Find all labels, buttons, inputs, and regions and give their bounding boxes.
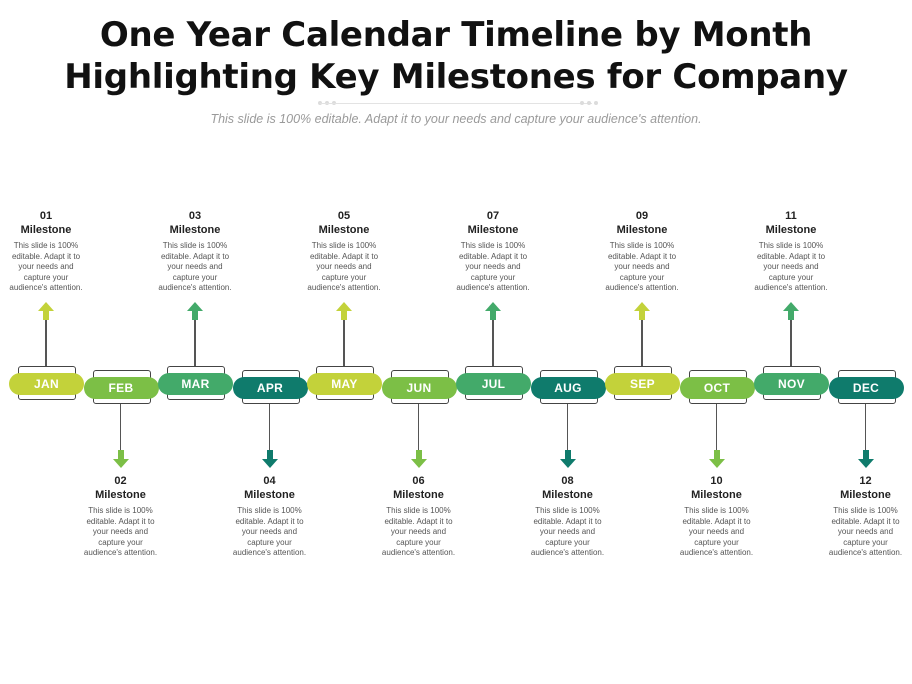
connector-line [45,318,47,366]
month-pill: JAN [9,373,84,395]
description-line: capture your [619,272,665,282]
connector-line [492,318,494,366]
description-line: This slide is 100% [535,506,600,515]
milestone-number: 09 [635,210,649,222]
description-line: This slide is 100% [311,241,377,250]
month-pill: MAY [307,373,382,395]
milestone-description [76,506,166,559]
milestone-02 [76,474,166,559]
description-line: editable. Adapt it to [756,251,826,261]
milestone-06 [374,474,464,559]
milestone-08 [523,474,613,559]
connector-line [194,318,196,366]
milestone-label: Milestone [95,489,146,501]
month-pill: DEC [829,377,904,399]
month-box-feb [93,370,151,404]
connector-line [269,404,271,452]
milestone-description [150,241,240,294]
description-line: capture your [470,272,516,282]
arrow-down-icon [560,450,576,468]
description-line: your needs and [614,262,670,272]
description-line: audience's attention. [232,548,307,558]
arrow-down-icon [262,450,278,468]
description-line: editable. Adapt it to [533,516,602,526]
description-line: editable. Adapt it to [607,251,677,261]
milestone-description [299,241,389,294]
description-line: capture your [23,272,69,282]
description-line: This slide is 100% [386,506,451,515]
description-line: editable. Adapt it to [11,251,81,261]
milestone-label: Milestone [169,224,221,236]
milestone-number: 04 [263,475,276,487]
description-line: audience's attention. [530,548,605,558]
milestone-11 [746,209,836,294]
milestone-label: Milestone [840,489,891,501]
description-line: audience's attention. [83,548,158,558]
milestone-description [821,506,911,559]
description-line: your needs and [167,262,223,272]
milestone-number: 06 [412,475,425,487]
milestone-07 [448,209,538,294]
arrow-up-icon [38,302,54,320]
month-box-sep [614,366,672,400]
title-line-2: Highlighting Key Milestones for Company [64,57,848,97]
description-line: audience's attention. [307,283,381,293]
description-line: This slide is 100% [460,241,526,250]
description-line: audience's attention. [605,283,679,293]
description-line: your needs and [688,527,745,537]
milestone-description [746,241,836,294]
month-box-jul [465,366,523,400]
description-line: editable. Adapt it to [458,251,528,261]
description-line: capture your [545,537,590,547]
milestone-label: Milestone [616,224,668,236]
milestone-number: 02 [114,475,127,487]
description-line: editable. Adapt it to [86,516,155,526]
description-line: This slide is 100% [609,241,675,250]
description-line: This slide is 100% [88,506,153,515]
milestone-label: Milestone [20,224,72,236]
month-pill: MAR [158,373,233,395]
milestone-number: 01 [39,210,53,222]
milestone-description [672,506,762,559]
milestone-12 [821,474,911,559]
description-line: editable. Adapt it to [682,516,751,526]
milestone-01 [1,209,91,294]
milestone-description [374,506,464,559]
month-pill: JUN [382,377,457,399]
month-pill: JUL [456,373,531,395]
milestone-number: 11 [785,210,797,222]
description-line: This slide is 100% [758,241,824,250]
connector-line [120,404,122,452]
description-line: your needs and [465,262,521,272]
month-pill: OCT [680,377,755,399]
description-line: your needs and [763,262,819,272]
description-line: capture your [768,272,814,282]
month-box-jan [18,366,76,400]
milestone-description [225,506,315,559]
arrow-up-icon [634,302,650,320]
description-line: This slide is 100% [833,506,898,515]
description-line: capture your [247,537,292,547]
month-box-dec [838,370,896,404]
arrow-up-icon [336,302,352,320]
milestone-description [597,241,687,294]
arrow-down-icon [113,450,129,468]
arrow-down-icon [411,450,427,468]
description-line: editable. Adapt it to [235,516,304,526]
connector-line [343,318,345,366]
description-line: audience's attention. [456,283,530,293]
milestone-description [1,241,91,294]
month-box-aug [540,370,598,404]
description-line: your needs and [316,262,372,272]
milestone-label: Milestone [691,489,742,501]
milestone-description [523,506,613,559]
month-box-mar [167,366,225,400]
milestone-label: Milestone [765,224,817,236]
description-line: audience's attention. [754,283,828,293]
description-line: your needs and [837,527,894,537]
description-line: your needs and [241,527,298,537]
connector-line [716,404,718,452]
month-box-apr [242,370,300,404]
description-line: This slide is 100% [162,241,228,250]
description-line: capture your [694,537,739,547]
description-line: your needs and [539,527,596,537]
description-line: editable. Adapt it to [160,251,230,261]
arrow-up-icon [485,302,501,320]
description-line: audience's attention. [158,283,232,293]
description-line: This slide is 100% [13,241,79,250]
milestone-description [448,241,538,294]
description-line: editable. Adapt it to [309,251,379,261]
month-box-nov [763,366,821,400]
connector-line [567,404,569,452]
description-line: This slide is 100% [684,506,749,515]
milestone-number: 07 [486,210,500,222]
month-pill: NOV [754,373,829,395]
arrow-up-icon [187,302,203,320]
month-box-jun [391,370,449,404]
milestone-04 [225,474,315,559]
milestone-label: Milestone [542,489,593,501]
milestone-03 [150,209,240,294]
arrow-down-icon [858,450,874,468]
description-line: capture your [172,272,218,282]
milestone-number: 08 [561,475,574,487]
arrow-down-icon [709,450,725,468]
description-line: audience's attention. [679,548,754,558]
connector-line [641,318,643,366]
description-line: your needs and [18,262,74,272]
connector-line [790,318,792,366]
description-line: audience's attention. [828,548,903,558]
description-line: audience's attention. [9,283,83,293]
description-line: capture your [321,272,367,282]
description-line: editable. Adapt it to [384,516,453,526]
milestone-label: Milestone [244,489,295,501]
arrow-up-icon [783,302,799,320]
description-line: capture your [396,537,441,547]
title-line-1: One Year Calendar Timeline by Month [99,15,813,55]
description-line: audience's attention. [381,548,456,558]
subtitle: This slide is 100% editable. Adapt it to your needs and capture your audience's attention. [210,112,702,126]
milestone-label: Milestone [393,489,444,501]
month-pill: SEP [605,373,680,395]
milestone-number: 12 [859,475,872,487]
description-line: capture your [843,537,888,547]
milestone-number: 03 [188,210,202,222]
milestone-05 [299,209,389,294]
month-pill: AUG [531,377,606,399]
milestone-10 [672,474,762,559]
milestone-label: Milestone [318,224,370,236]
month-box-may [316,366,374,400]
description-line: editable. Adapt it to [831,516,900,526]
description-line: capture your [98,537,143,547]
month-pill: APR [233,377,308,399]
description-line: This slide is 100% [237,506,302,515]
milestone-number: 10 [710,475,723,487]
description-line: your needs and [92,527,149,537]
month-box-oct [689,370,747,404]
milestone-09 [597,209,687,294]
month-pill: FEB [84,377,159,399]
connector-line [418,404,420,452]
description-line: your needs and [390,527,447,537]
connector-line [865,404,867,452]
milestone-label: Milestone [467,224,519,236]
milestone-number: 05 [337,210,351,222]
